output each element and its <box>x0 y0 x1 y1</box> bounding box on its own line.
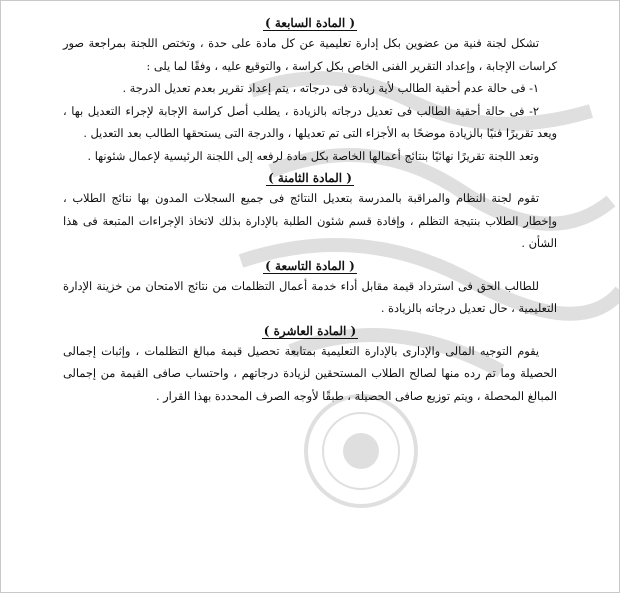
list-item: ٢- فى حالة أحقية الطالب فى تعديل درجاته بالزيادة ، يطلب أصل كراسة الإجابة لإجراء التعديل بها ، ويعد تقريرًا فنيًا بالزيادة موضحًا به الأجزاء التى تم تعديلها ، والدرجة التى يستحقها الطالب بعد التعديل . <box>63 104 557 140</box>
article-heading: ( المادة التاسعة ) <box>265 258 355 273</box>
list-item: ١- فى حالة عدم أحقية الطالب لأية زيادة فى درجاته ، يتم إعداد تقرير بعدم تعديل الدرجة . <box>122 82 539 95</box>
article-7 <box>63 13 557 168</box>
paragraph: للطالب الحق فى استرداد قيمة مقابل أداء خدمة أعمال التظلمات من نتائج الامتحان من خزينة الإدارة التعليمية ، حال تعديل درجاته بالزيادة . <box>63 279 557 315</box>
paragraph: تشكل لجنة فنية من عضوين بكل إدارة تعليمية عن كل مادة على حدة ، وتختص اللجنة بمراجعة صور كراسات الإجابة ، وإعداد التقرير الفنى الخاص بكل كراسة ، والتوقيع عليه ، وفقًا لما يلى : <box>63 37 557 73</box>
article-9 <box>63 256 557 321</box>
article-heading: ( المادة السابعة ) <box>264 16 356 30</box>
document-body <box>63 13 557 408</box>
article-heading: ( المادة العاشرة ) <box>263 323 357 338</box>
article-10 <box>63 321 557 409</box>
article-8 <box>63 168 557 256</box>
paragraph: وتعد اللجنة تقريرًا نهائيًا بنتائج أعمالها الخاصة بكل مادة لرفعه إلى اللجنة الرئيسية لإعمال شئونها . <box>87 149 539 163</box>
article-heading: ( المادة الثامنة ) <box>268 171 352 185</box>
paragraph: تقوم لجنة النظام والمراقبة بالمدرسة بتعديل النتائج فى جميع السجلات المدون بها نتائج الطلاب ، وإخطار الطلاب بنتيجة التظلم ، وإفادة قسم شئون الطلبة بالإدارة بذلك لاتخاذ الإجراءات المتبعة فى هذا الشأن . <box>63 192 557 250</box>
paragraph: يقوم التوجيه المالى والإدارى بالإدارة التعليمية بمتابعة تحصيل قيمة مبالغ التظلمات ، وإثبات إجمالى الحصيلة وما تم رده منها لصالح الطلاب المستحقين لزيادة درجاتهم ، واحتساب صافى القيمة من إجمالى المبالغ المحصلة ، ويتم توزيع صافى الحصيلة ، طبقًا لأوجه الصرف المحددة بهذا القرار . <box>63 344 557 403</box>
